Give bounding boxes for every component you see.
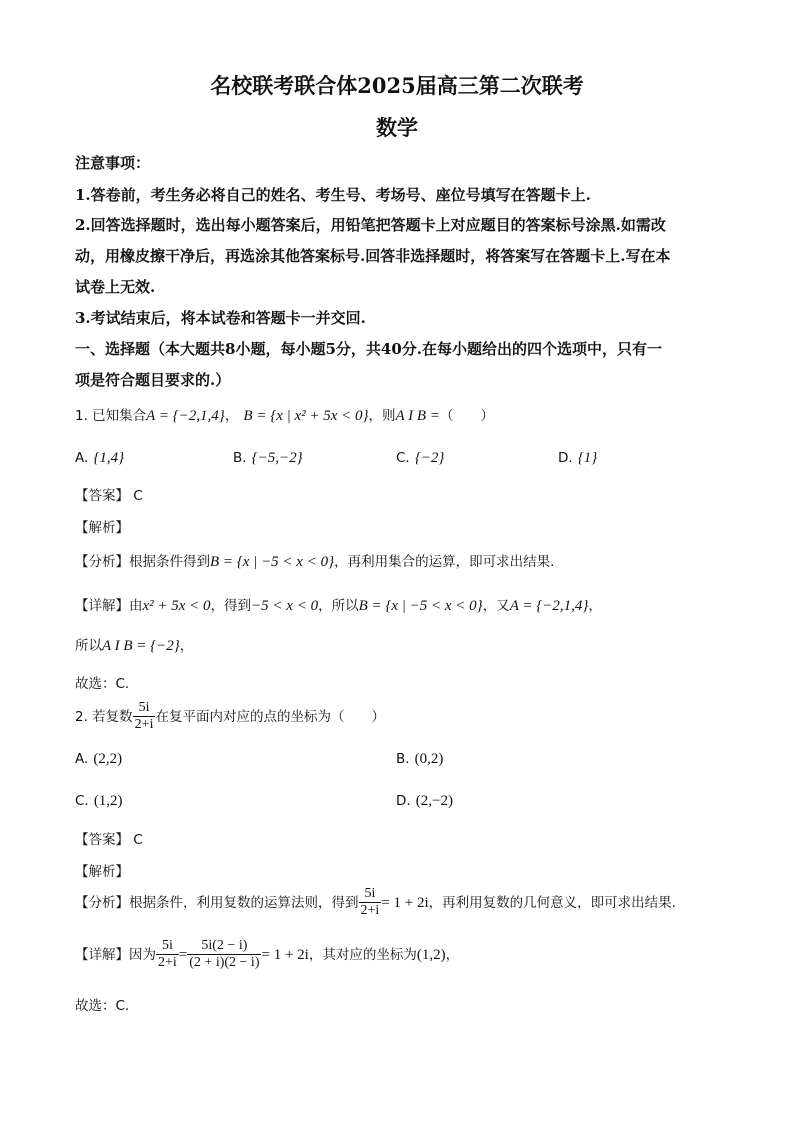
q1-fenxi: [75, 550, 554, 571]
q1-option-d-label: D.: [558, 450, 573, 466]
q1-comma: ，: [224, 408, 239, 424]
notice-item-1: 1.答卷前，考生务必将自己的姓名、考生号、考场号、座位号填写在答题卡上.: [75, 186, 591, 204]
q1-expr: A I B =: [395, 408, 440, 424]
q1-answer: [75, 484, 143, 504]
q2-xj-text-c: ，: [445, 947, 460, 963]
q1-so-text-b: ，: [179, 638, 194, 654]
q2-xj-result: = 1 + 2i: [261, 947, 309, 963]
question-1: [75, 404, 494, 425]
q1-xiangjie-tag: 【详解】: [75, 598, 129, 614]
q2-xj-fraction-1-numerator: 5i: [156, 938, 179, 955]
notice-heading: 注意事项：: [75, 154, 151, 172]
q2-xj-fraction-2-denominator: (2 + i)(2 − i): [189, 955, 260, 970]
q2-option-a: [75, 748, 122, 768]
q2-analysis-tag: 【解析】: [75, 864, 129, 880]
q1-xj-math-2: −5 < x < 0: [251, 598, 319, 614]
q2-answer: [75, 828, 143, 848]
q1-xj-text-c: ，所以: [318, 598, 359, 614]
q2-xj-fraction-2: [187, 938, 261, 971]
q1-option-d: [558, 447, 597, 467]
q1-fenxi-tag: 【分析】: [75, 554, 129, 570]
q2-option-d-value: (2,−2): [415, 793, 453, 809]
q1-xj-math-3: B = {x | −5 < x < 0}: [358, 598, 483, 614]
q2-option-b-label: B.: [396, 751, 410, 767]
q2-option-a-label: A.: [75, 751, 89, 767]
q2-fenxi-fraction: [359, 886, 382, 919]
q2-choose: 故选：C.: [75, 998, 130, 1014]
q2-option-a-value: (2,2): [93, 751, 123, 767]
notice-item-2-line-2: 动，用橡皮擦干净后，再选涂其他答案标号.回答非选择题时，将答案写在答题卡上.写在本: [75, 247, 671, 265]
q1-xj-text-a: 由: [129, 598, 143, 614]
q2-fenxi-tag: 【分析】: [75, 895, 129, 911]
q1-option-a-value: {1,4}: [93, 450, 125, 466]
q1-option-c: [396, 447, 444, 467]
q1-so-text-a: 所以: [75, 638, 102, 654]
q1-fenxi-text-a: 根据条件得到: [129, 554, 210, 570]
q2-xiangjie: [75, 932, 459, 976]
q2-fenxi-fraction-denominator: 2+i: [360, 903, 380, 918]
q1-answer-value: C: [133, 488, 143, 504]
q1-fenxi-text-b: ，再利用集合的运算，即可求出结果.: [334, 554, 555, 570]
notice-item-2-line-3: 试卷上无效.: [75, 278, 156, 296]
q1-blank: （ ）: [439, 408, 494, 424]
q2-answer-value: C: [133, 832, 143, 848]
q2-xiangjie-tag: 【详解】: [75, 947, 129, 963]
q1-set-a: A = {−2,1,4}: [146, 408, 225, 424]
q2-option-c: [75, 790, 123, 810]
q2-option-c-label: C.: [75, 793, 89, 809]
q1-prefix: 1. 已知集合: [75, 408, 147, 424]
question-2: [75, 694, 385, 738]
q1-so-math: A I B = {−2}: [102, 638, 180, 654]
q1-analysis-tag: 【解析】: [75, 520, 129, 536]
q2-xj-fraction-2-numerator: 5i(2 − i): [187, 938, 261, 955]
q1-option-c-value: {−2}: [414, 450, 445, 466]
q2-option-b: [396, 748, 443, 768]
q2-option-d: [396, 790, 453, 810]
q1-xiangjie: [75, 594, 602, 615]
q2-xj-fraction-1-denominator: 2+i: [158, 955, 177, 970]
q2-xj-text-b: ，其对应的坐标为: [308, 947, 417, 963]
notice-item-3: 3.考试结束后，将本试卷和答题卡一并交回.: [75, 309, 366, 327]
q1-option-b: [233, 447, 303, 467]
q2-fenxi-fraction-numerator: 5i: [359, 886, 382, 903]
notice-item-2-line-1: 2.回答选择题时，选出每小题答案后，用铅笔把答题卡上对应题目的答案标号涂黑.如需改: [75, 216, 666, 234]
q1-answer-tag: 【答案】: [75, 488, 129, 504]
q1-xj-text-d: ，又: [482, 598, 510, 614]
subject-title: 数学: [376, 115, 418, 140]
q2-fenxi-text-a: 根据条件，利用复数的运算法则，得到: [129, 895, 359, 911]
q1-conclusion: [75, 634, 193, 655]
q2-suffix: 在复平面内对应的点的坐标为（ ）: [155, 709, 385, 725]
q2-xj-text-a: 因为: [129, 947, 156, 963]
q1-xj-math-1: x² + 5x < 0: [142, 598, 211, 614]
q2-xj-coordinate: (1,2): [416, 947, 446, 963]
q2-xj-equals: =: [178, 947, 188, 963]
q1-option-d-value: {1}: [577, 450, 598, 466]
q2-fraction-numerator: 5i: [133, 700, 156, 717]
q2-answer-tag: 【答案】: [75, 832, 129, 848]
q2-fenxi-equation: = 1 + 2i: [381, 895, 429, 911]
q1-option-c-label: C.: [396, 450, 410, 466]
q1-option-b-value: {−5,−2}: [251, 450, 303, 466]
q1-option-a-label: A.: [75, 450, 89, 466]
q1-option-a: [75, 447, 124, 467]
section-heading-line-2: 项是符合题目要求的.）: [75, 371, 231, 389]
q2-fraction: [133, 700, 156, 733]
page-title: 名校联考联合体2025届高三第二次联考: [210, 73, 584, 98]
q2-xj-fraction-1: [156, 938, 179, 971]
q1-xj-text-b: ，得到: [210, 598, 252, 614]
q2-option-d-label: D.: [396, 793, 411, 809]
q2-option-b-value: (0,2): [414, 751, 444, 767]
q2-fenxi: [75, 880, 676, 924]
q1-then: ，则: [368, 408, 396, 424]
q2-fenxi-text-b: ，再利用复数的几何意义，即可求出结果.: [428, 895, 676, 911]
section-heading-line-1: 一、选择题（本大题共8小题，每小题5分，共40分.在每小题给出的四个选项中，只有一: [75, 340, 662, 358]
q1-xj-math-4: A = {−2,1,4}: [509, 598, 589, 614]
q2-prefix: 2. 若复数: [75, 709, 133, 725]
q1-set-b: B = {x | x² + 5x < 0}: [243, 408, 369, 424]
q1-choose: 故选：C.: [75, 676, 130, 692]
q2-option-c-value: (1,2): [93, 793, 123, 809]
q2-fraction-denominator: 2+i: [134, 717, 154, 732]
q1-fenxi-math: B = {x | −5 < x < 0}: [210, 554, 335, 570]
q1-xj-text-e: ，: [588, 598, 602, 614]
q1-option-b-label: B.: [233, 450, 247, 466]
